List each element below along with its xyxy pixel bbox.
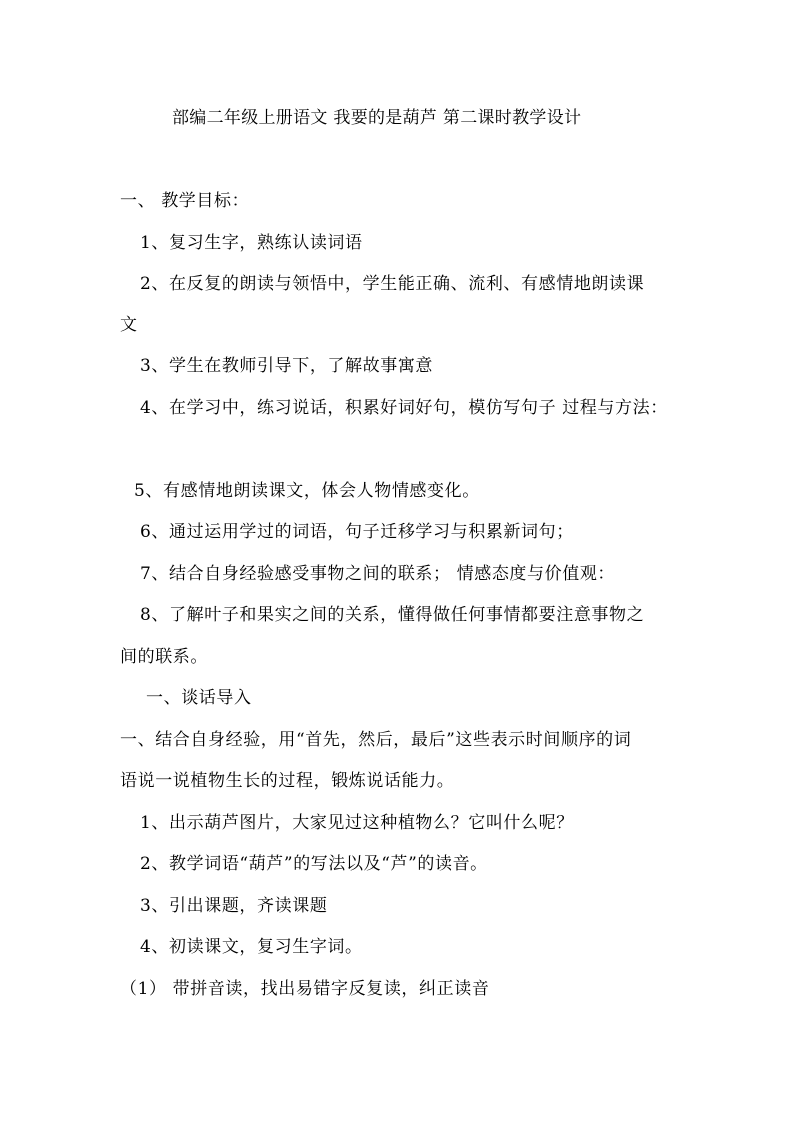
step-line-2: 2、教学词语“葫芦”的写法以及“芦”的读音。 xyxy=(140,854,488,874)
goal-line-1: 1、复习生字，熟练认读词语 xyxy=(140,233,363,253)
goal-line-3: 3、学生在教师引导下，了解故事寓意 xyxy=(140,356,434,376)
intro-line-1: 一、结合自身经验，用“首先，然后，最后”这些表示时间顺序的词 xyxy=(120,730,632,750)
goal-line-8: 8、了解叶子和果实之间的关系，懂得做任何事情都要注意事物之 xyxy=(140,605,645,625)
step-line-3: 3、引出课题，齐读课题 xyxy=(140,896,328,916)
step-line-1: 1、出示葫芦图片，大家见过这种植物么？它叫什么呢？ xyxy=(140,813,574,833)
document-title: 部编二年级上册语文 我要的是葫芦 第二课时教学设计 xyxy=(172,108,582,128)
intro-line-1-continued: 语说一说植物生长的过程，锻炼说话能力。 xyxy=(120,771,455,791)
goal-line-6: 6、通过运用学过的词语，句子迁移学习与积累新词句； xyxy=(140,522,574,542)
goal-line-7: 7、结合自身经验感受事物之间的联系； 情感态度与价值观： xyxy=(140,564,616,584)
step-line-4: 4、初读课文，复习生字词。 xyxy=(140,937,363,957)
goal-line-8-continued: 间的联系。 xyxy=(120,647,208,667)
goal-line-4: 4、在学习中，练习说话，积累好词好句，模仿写句子 过程与方法： xyxy=(140,398,668,418)
goal-line-2-continued: 文 xyxy=(120,315,138,335)
section-heading-teaching-goals: 一、 教学目标： xyxy=(120,191,250,211)
sub-step-line-1: （1） 带拼音读，找出易错字反复读，纠正读音 xyxy=(120,979,490,999)
section-heading-intro: 一、谈话导入 xyxy=(146,688,252,708)
goal-line-2: 2、在反复的朗读与领悟中，学生能正确、流利、有感情地朗读课 xyxy=(140,274,645,294)
goal-line-5: 5、有感情地朗读课文，体会人物情感变化。 xyxy=(134,481,480,501)
